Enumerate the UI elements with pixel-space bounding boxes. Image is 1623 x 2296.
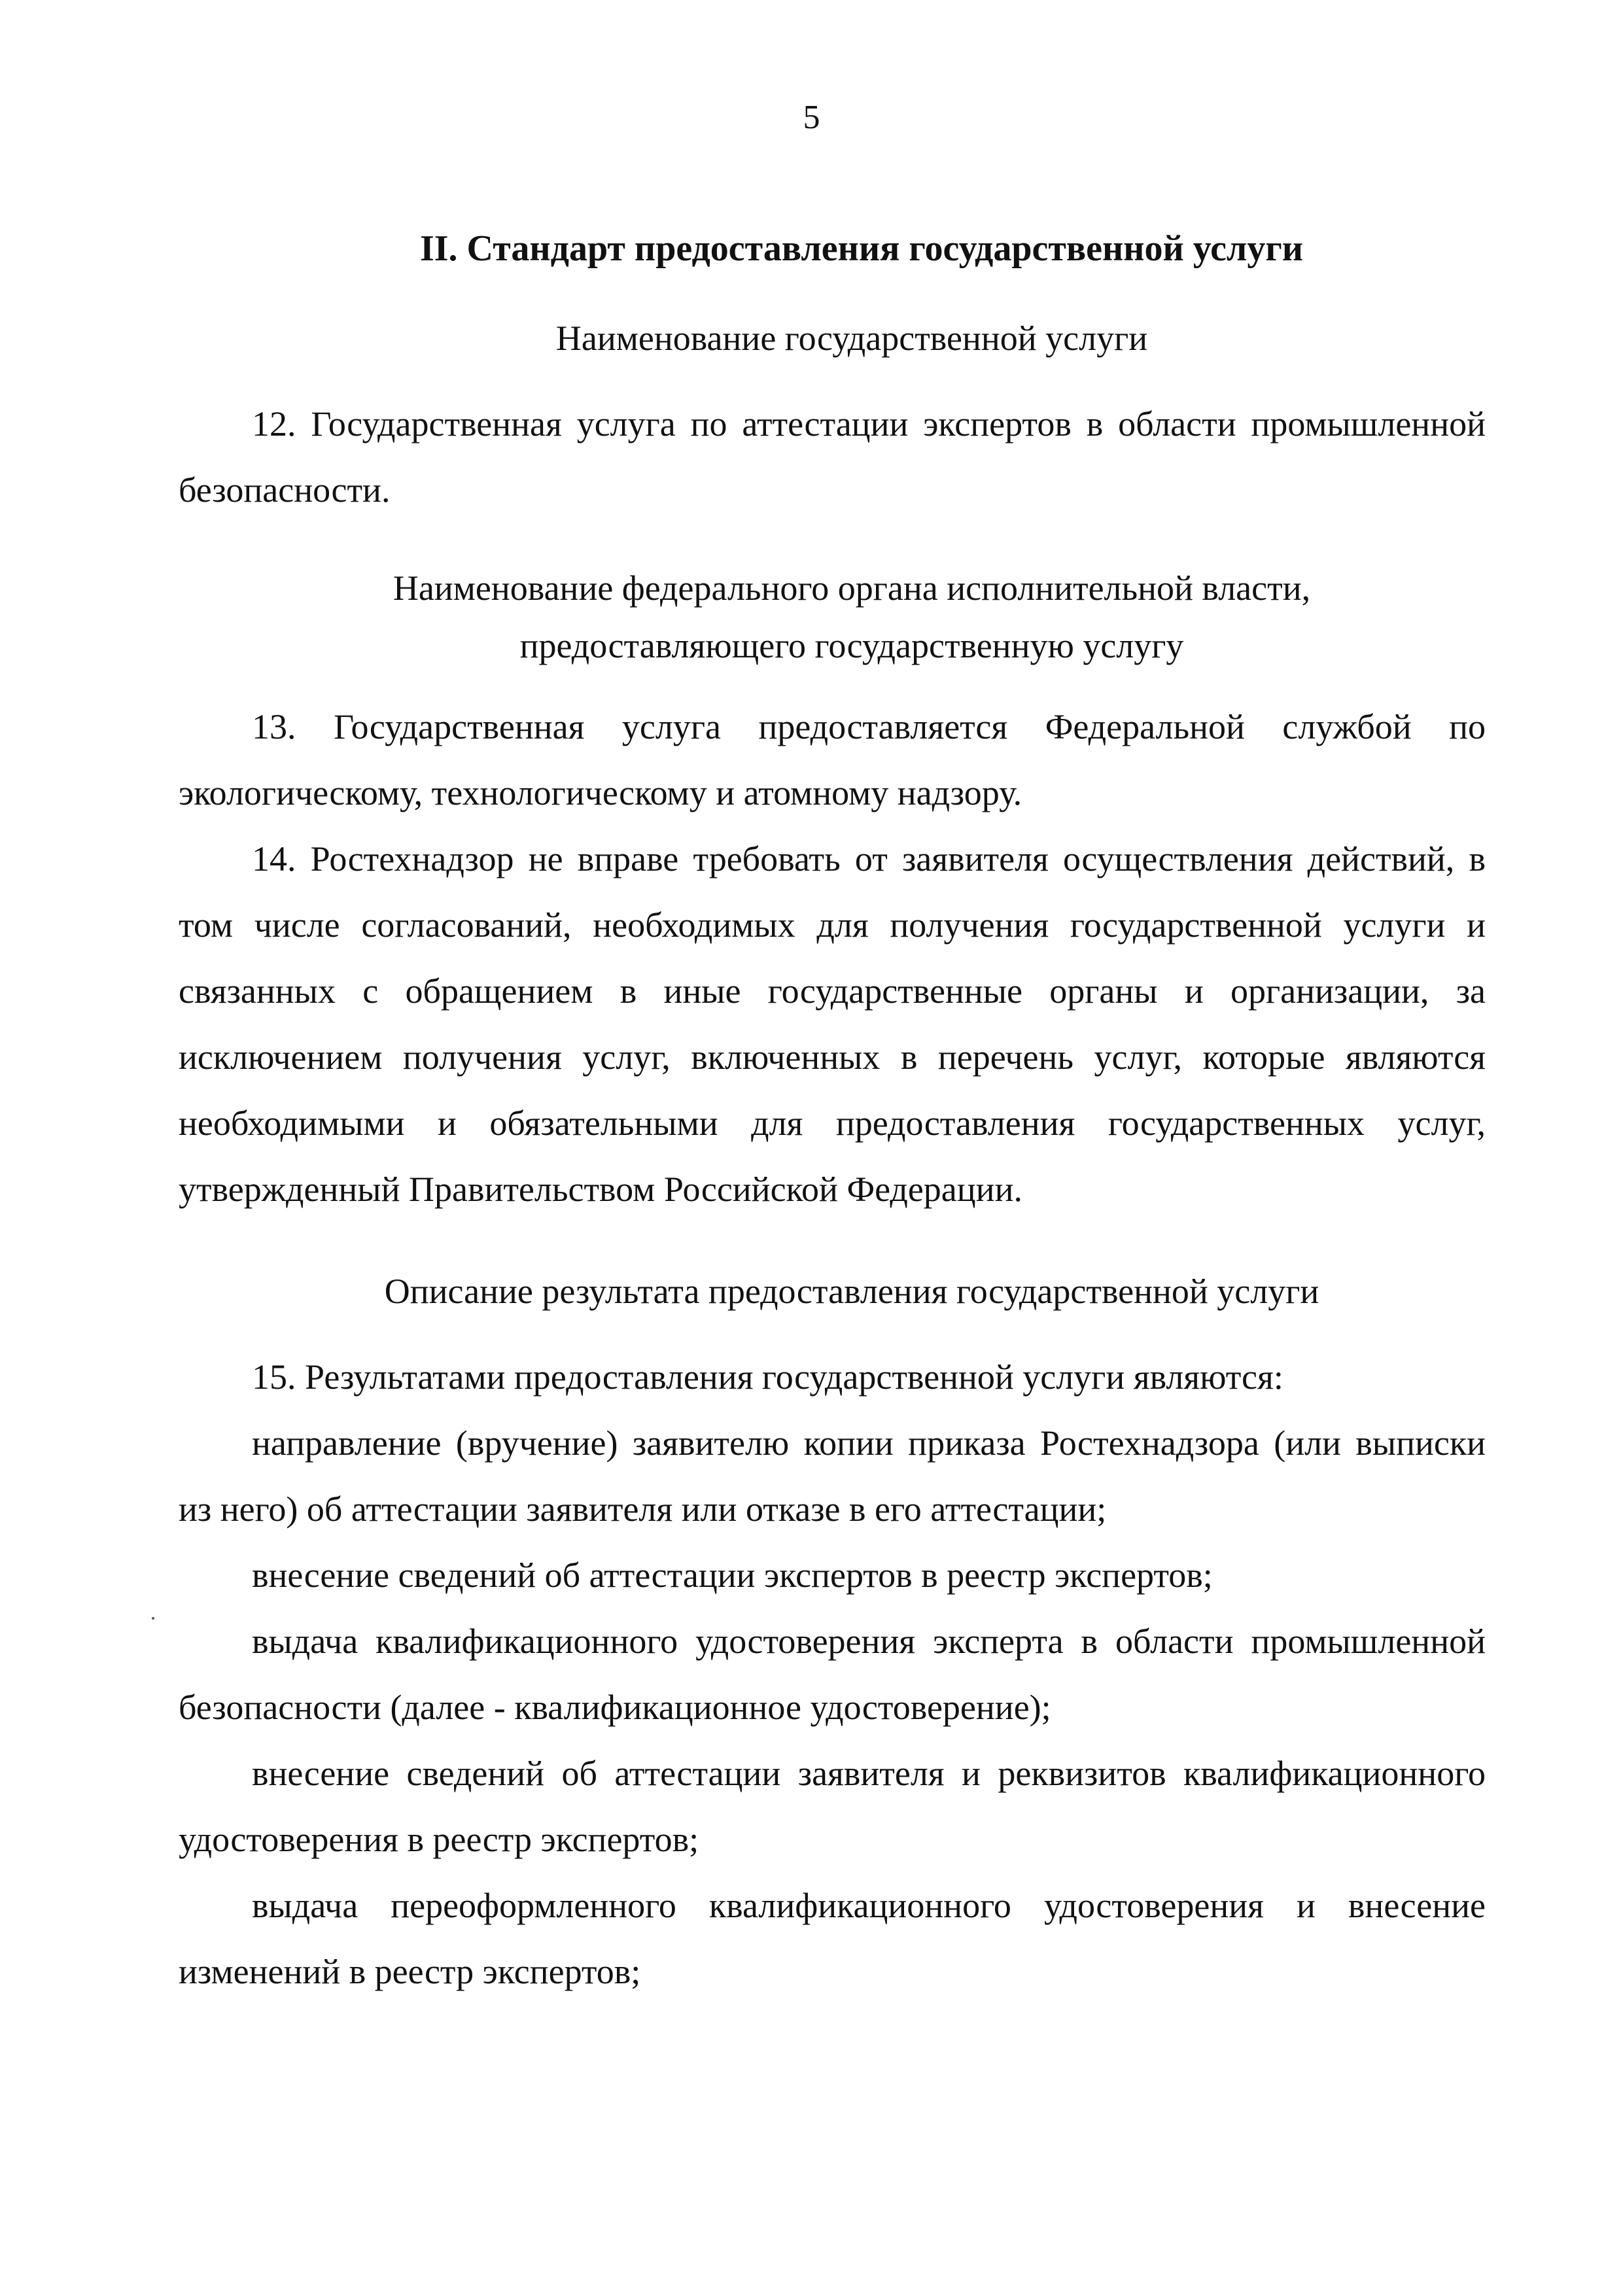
result-item-4: внесение сведений об аттестации заявителя и реквизитов квалификационного удостоверения в реестр экспертов; <box>179 1754 1486 1859</box>
subheading-result-description: Описание результата предоставления государственной услуги <box>384 1272 1319 1311</box>
subheading-authority-line2: предоставляющего государственную услугу <box>519 626 1184 665</box>
subheading-service-name: Наименование государственной услуги <box>555 319 1148 358</box>
subheading-authority-line1: Наименование федерального органа исполнительной власти, <box>393 568 1311 608</box>
result-item-3: выдача квалификационного удостоверения эксперта в области промышленной безопасности (далее - квалификационное удостоверение); <box>179 1622 1486 1727</box>
document-body <box>179 216 1486 2005</box>
result-item-1: направление (вручение) заявителю копии приказа Ростехнадзора (или выписки из него) об аттестации заявителя или отказе в его аттестации; <box>179 1423 1486 1529</box>
result-item-5: выдача переоформленного квалификационного удостоверения и внесение изменений в реестр экспертов; <box>179 1886 1486 1991</box>
result-item-2: внесение сведений об аттестации экспертов в реестр экспертов; <box>252 1556 1213 1595</box>
section-title: II. Стандарт предоставления государственной услуги <box>419 228 1304 269</box>
subheading-authority <box>179 559 1486 674</box>
paragraph-12: 12. Государственная услуга по аттестации экспертов в области промышленной безопасности. <box>179 404 1486 510</box>
scan-speck <box>152 1617 154 1620</box>
paragraph-13: 13. Государственная услуга предоставляется Федеральной службой по экологическому, технологическому и атомному надзору. <box>179 707 1486 812</box>
page-number: 5 <box>803 99 820 136</box>
paragraph-14: 14. Ростехнадзор не вправе требовать от заявителя осуществления действий, в том числе согласований, необходимых для получения государственной услуги и связанных с обращением в иные государственные органы и организации, за исключением получения услуг, включенных в перечень услуг, которые являются необходимыми и обязательными для предоставления государственных услуг, утвержденный Правительством Российской Федерации. <box>179 839 1486 1209</box>
paragraph-15: 15. Результатами предоставления государственной услуги являются: <box>252 1357 1283 1397</box>
